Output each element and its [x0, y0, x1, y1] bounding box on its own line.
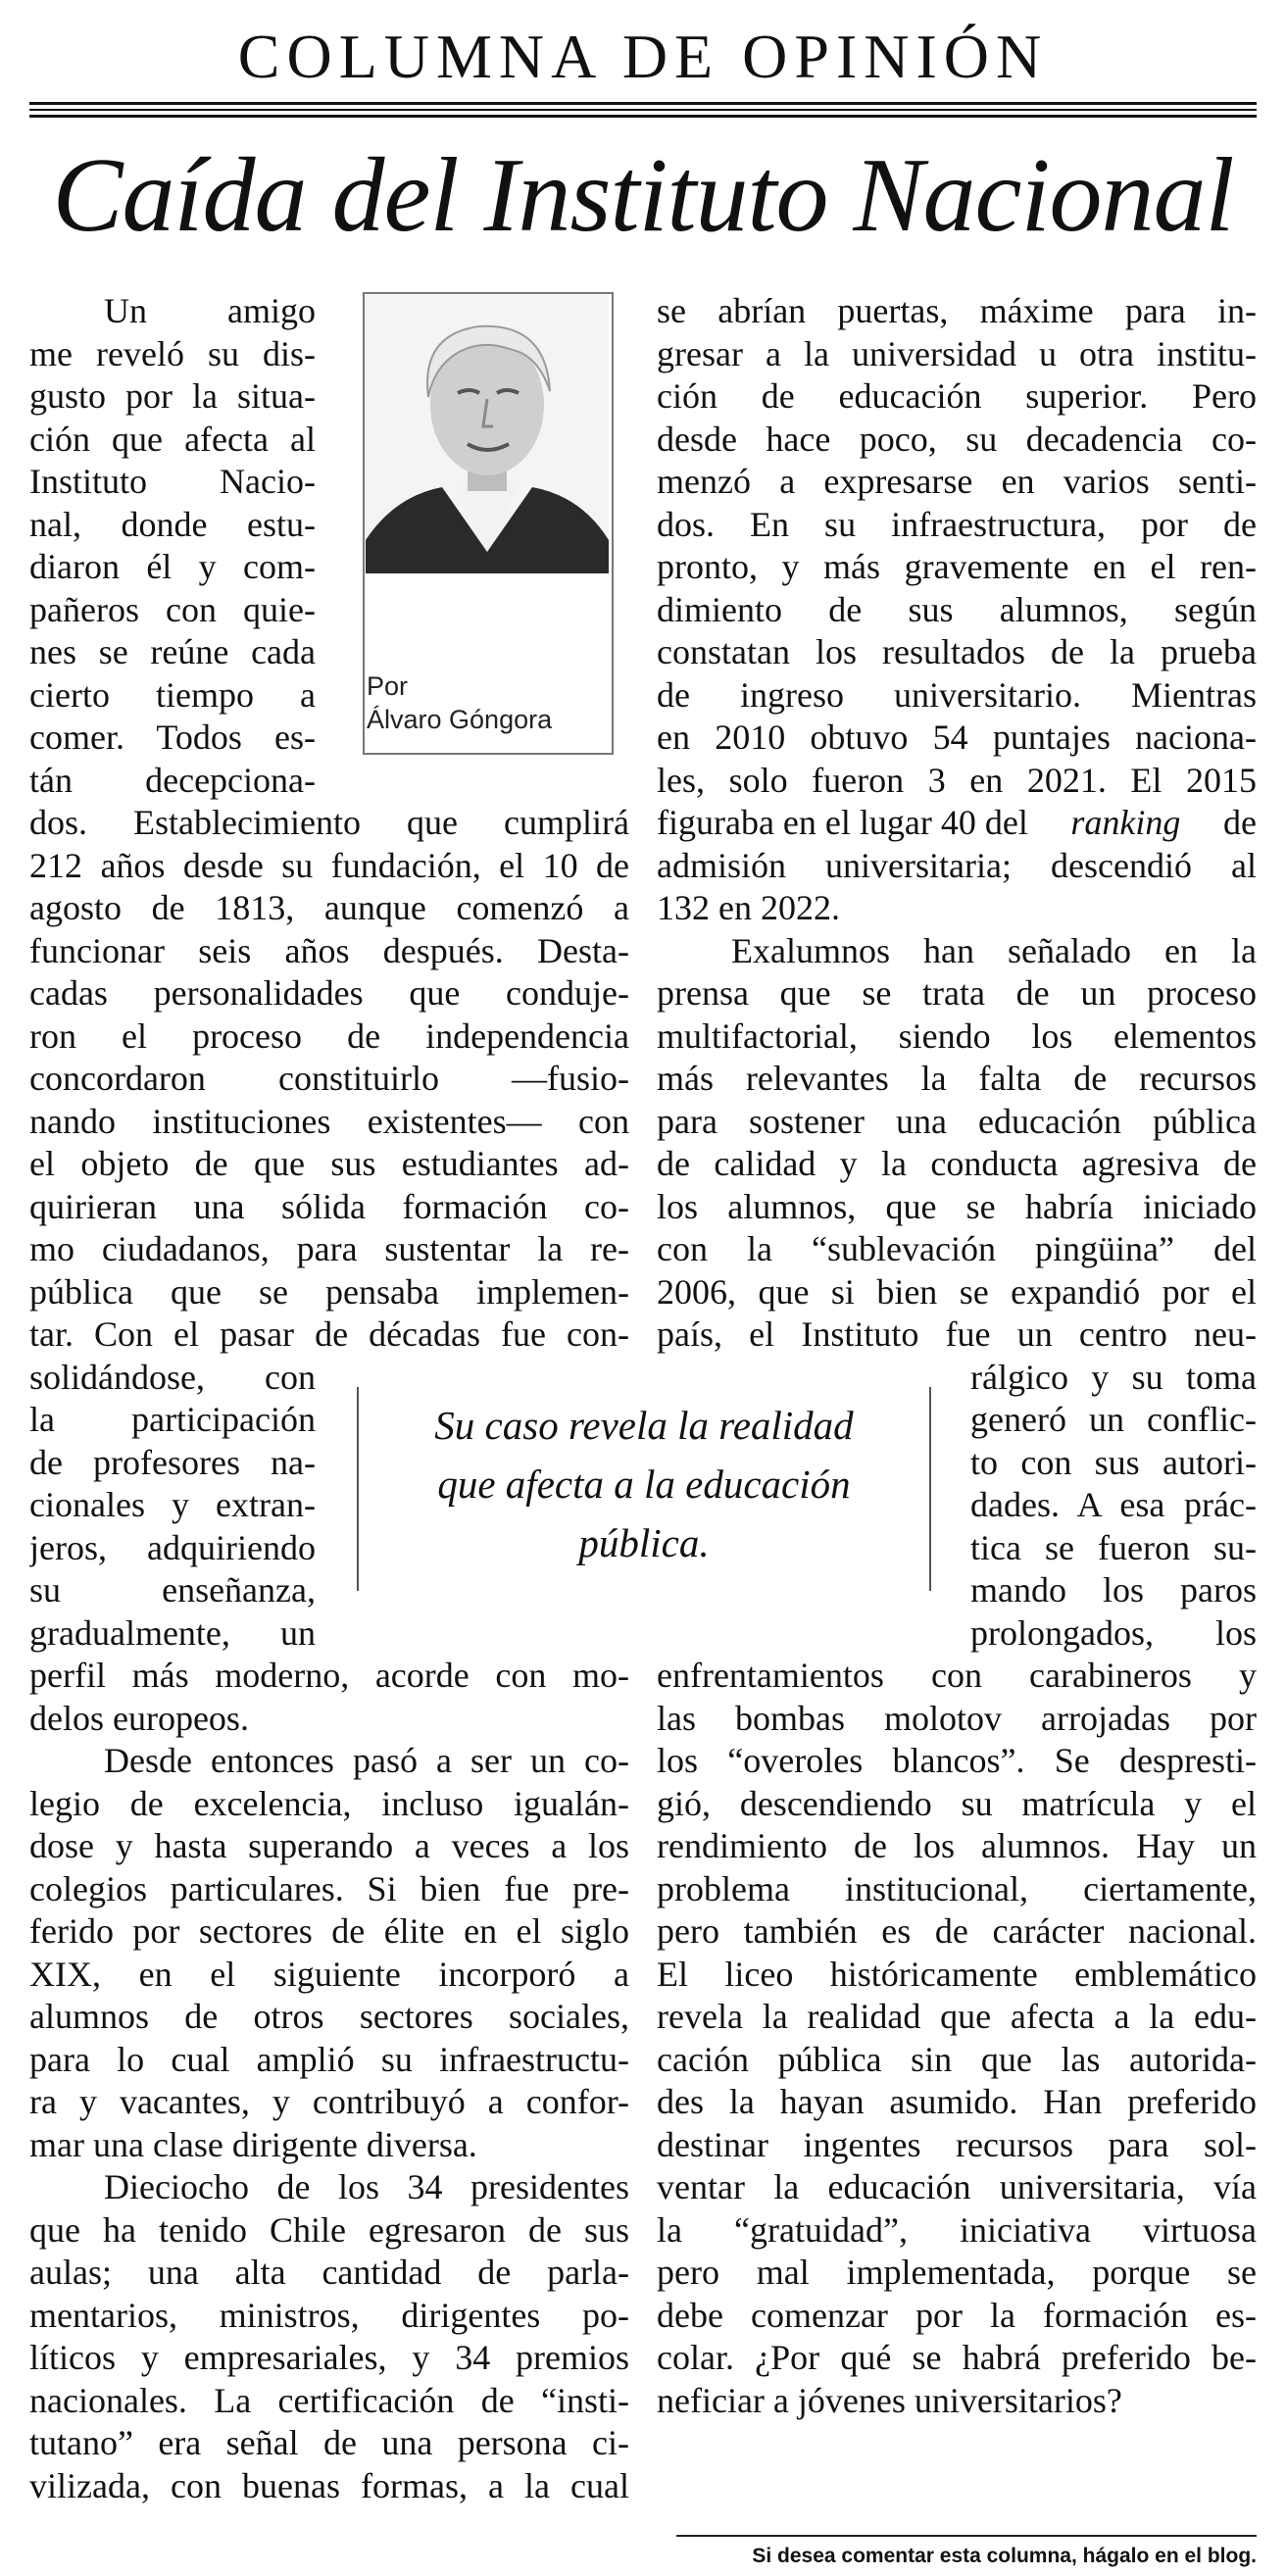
article-text-line: dimiento de sus alumnos, según	[657, 589, 1257, 629]
article-text-line: pero mal implementada, porque se	[657, 2253, 1257, 2292]
article-text-line: Exalumnos han señalado en la	[731, 930, 1257, 970]
article-text-line: comer. Todos es-	[29, 718, 316, 757]
article-text-line: más relevantes la falta de recursos	[657, 1059, 1257, 1098]
article-text-line: ción de educación superior. Pero	[657, 376, 1257, 416]
article-text-line: mar una clase dirigente diversa.	[29, 2124, 477, 2164]
article-text-line: Instituto Nacio-	[29, 462, 316, 501]
article-text-line: XIX, en el siguiente incorporó a	[29, 1954, 629, 1994]
article-text-line: para lo cual amplió su infraestructu-	[29, 2039, 629, 2079]
article-text-line: en 2010 obtuvo 54 puntajes naciona-	[657, 718, 1257, 757]
byline-por: Por	[367, 671, 409, 701]
article-text-line: gresar a la universidad u otra institu-	[657, 333, 1257, 373]
article-text-line: tica se fueron su-	[970, 1527, 1257, 1567]
article-text-line: su enseñanza,	[29, 1570, 316, 1610]
article-text-line: los “overoles blancos”. Se despresti-	[657, 1741, 1257, 1780]
article-text-line: pañeros con quie-	[29, 589, 316, 629]
article-text-line: admisión universitaria; descendió al	[657, 845, 1257, 885]
article-text-line: tar. Con el pasar de décadas fue con-	[29, 1314, 629, 1354]
article-text-line: funcionar seis años después. Desta-	[29, 930, 629, 970]
article-text-line: aulas; una alta cantidad de parla-	[29, 2253, 629, 2292]
article-text-line: vilizada, con buenas formas, a la cual	[29, 2465, 629, 2505]
article-text-line: de calidad y la conducta agresiva de	[657, 1144, 1257, 1183]
section-title: COLUMNA DE OPINIÓN	[237, 22, 1049, 91]
article-text-line: neficiar a jóvenes universitarios?	[657, 2380, 1122, 2420]
article-text-line: ron el proceso de independencia	[29, 1016, 629, 1056]
article-text-line: diaron él y com-	[29, 547, 316, 586]
article-text-line: cionales y extran-	[29, 1485, 316, 1524]
article-text-line: de ingreso universitario. Mientras	[657, 674, 1257, 715]
byline-author: Álvaro Góngora	[367, 705, 553, 734]
article-text-line: debe comenzar por la formación es-	[657, 2295, 1257, 2335]
article-text-line: tutano” era señal de una persona ci-	[29, 2423, 629, 2462]
article-text-line: cierto tiempo a	[29, 674, 316, 715]
article-text-line: nando instituciones existentes— con	[29, 1101, 629, 1141]
pull-quote-line: Su caso revela la realidad	[434, 1403, 854, 1448]
article-text-line: gradualmente, un	[29, 1612, 316, 1653]
article-text-line: mentarios, ministros, dirigentes po-	[29, 2295, 629, 2335]
article-text-line: problema institucional, ciertamente,	[657, 1868, 1257, 1908]
article-text-line: me reveló su dis-	[29, 333, 316, 373]
article-text-line: agosto de 1813, aunque comenzó a	[29, 888, 629, 927]
article-text-line: cación pública sin que las autorida-	[657, 2039, 1257, 2079]
article-text-line: Dieciocho de los 34 presidentes	[104, 2167, 629, 2206]
article-text-line: gió, descendiendo su matrícula y el	[657, 1783, 1257, 1823]
article-text-line: las bombas molotov arrojadas por	[657, 1698, 1257, 1738]
article-text-line: la participación	[29, 1400, 316, 1439]
article-text-line: desde hace poco, su decadencia co-	[657, 419, 1257, 459]
article-text-line: ferido por sectores de élite en el siglo	[29, 1911, 629, 1951]
article-text-line: dades. A esa prác-	[970, 1485, 1257, 1524]
ranking-line-part: figuraba en el lugar 40 del	[657, 803, 1028, 842]
article-text-line: enfrentamientos con carabineros y	[657, 1656, 1257, 1695]
article-text-line: rendimiento de los alumnos. Hay un	[657, 1826, 1257, 1865]
ranking-italic-word: ranking	[1070, 803, 1181, 842]
article-text-line: generó un conflic-	[970, 1400, 1257, 1439]
article-text-line: nacionales. La certificación de “insti-	[29, 2380, 629, 2420]
article-text-line: les, solo fueron 3 en 2021. El 2015	[657, 760, 1257, 800]
blog-comment-note: Si desea comentar esta columna, hágalo en el blog.	[752, 2545, 1257, 2567]
pull-quote-line: que afecta a la educación	[437, 1461, 851, 1507]
article-text-line: prensa que se trata de un proceso	[657, 973, 1257, 1013]
pull-quote-rule-left	[357, 1387, 359, 1591]
article-text-line: 2006, que si bien se expandió por el	[657, 1271, 1257, 1312]
article-text-line: Un amigo	[104, 291, 316, 330]
article-text-line: solidándose, con	[29, 1357, 316, 1397]
article-text-line: nes se reúne cada	[29, 632, 316, 671]
ranking-line-part: de	[1223, 803, 1257, 842]
article-text-line: des la hayan asumido. Han preferido	[657, 2082, 1257, 2121]
article-text-line: tán decepciona-	[29, 760, 316, 800]
article-text-line: El liceo históricamente emblemático	[657, 1954, 1257, 1994]
article-text-line: la “gratuidad”, iniciativa virtuosa	[657, 2209, 1257, 2250]
article-text-line: multifactorial, siendo los elementos	[657, 1016, 1257, 1056]
pull-quote-line: pública.	[578, 1520, 710, 1565]
pull-quote	[363, 1396, 925, 1572]
article-text-line: ventar la educación universitaria, vía	[657, 2167, 1257, 2206]
article-text-line: gusto por la situa-	[29, 376, 316, 416]
article-text-line: revela la realidad que afecta a la edu-	[657, 1997, 1257, 2036]
article-text-line: ra y vacantes, y contribuyó a confor-	[29, 2082, 629, 2121]
article-text-line: líticos y empresariales, y 34 premios	[29, 2338, 629, 2377]
article-text-line: pública que se pensaba implemen-	[29, 1271, 629, 1312]
article-text-line: nal, donde estu-	[29, 504, 316, 544]
article-text-line: que ha tenido Chile egresaron de sus	[29, 2209, 629, 2250]
article-text-line: to con sus autori-	[970, 1442, 1257, 1482]
article-text-line: perfil más moderno, acorde con mo-	[29, 1656, 629, 1695]
article-text-line: alumnos de otros sectores sociales,	[29, 1997, 629, 2036]
article-text-line: colar. ¿Por qué se habrá preferido be-	[657, 2338, 1257, 2377]
article-text-line: constatan los resultados de la prueba	[657, 632, 1257, 671]
article-text-line: colegios particulares. Si bien fue pre-	[29, 1868, 629, 1908]
article-text-line: 132 en 2022.	[657, 888, 840, 927]
article-text-line: ción que afecta al	[29, 419, 316, 459]
article-text-line: destinar ingentes recursos para sol-	[657, 2124, 1257, 2164]
article-text-line: los alumnos, que se habría iniciado	[657, 1186, 1257, 1226]
article-text-line: para sostener una educación pública	[657, 1101, 1257, 1141]
article-text-line: Desde entonces pasó a ser un co-	[104, 1741, 629, 1780]
article-text-line: mo ciudadanos, para sustentar la re-	[29, 1229, 629, 1268]
article-text-line: quirieran una sólida formación co-	[29, 1186, 629, 1226]
article-text-line: delos europeos.	[29, 1698, 249, 1738]
article-text-line: menzó a expresarse en varios senti-	[657, 462, 1257, 501]
article-text-line: el objeto de que sus estudiantes ad-	[29, 1144, 629, 1183]
article-text-line: rálgico y su toma	[970, 1357, 1257, 1397]
article-text-line	[657, 802, 1257, 845]
article-text-line: mando los paros	[970, 1570, 1257, 1610]
article-text-line: con la “sublevación pingüina” del	[657, 1229, 1257, 1268]
article-text-line: cadas personalidades que conduje-	[29, 973, 629, 1013]
article-text-line: dos. En su infraestructura, por de	[657, 504, 1257, 544]
article-text-line: se abrían puertas, máxime para in-	[657, 291, 1257, 330]
article-text-line: prolongados, los	[970, 1612, 1257, 1653]
article-text-line: jeros, adquiriendo	[29, 1527, 316, 1567]
article-text-line: concordaron constituirlo —fusio-	[29, 1059, 629, 1098]
article-text-line: dos. Establecimiento que cumplirá	[29, 803, 629, 842]
article-text-line: 212 años desde su fundación, el 10 de	[29, 845, 629, 885]
pull-quote-rule-right	[929, 1387, 931, 1591]
article-text-line: dose y hasta superando a veces a los	[29, 1826, 629, 1865]
article-text-line: pronto, y más gravemente en el ren-	[657, 547, 1257, 586]
article-text-line: legio de excelencia, incluso igualán-	[29, 1783, 629, 1823]
article-text-line: pero también es de carácter nacional.	[657, 1911, 1257, 1951]
footer-rule	[676, 2535, 1257, 2537]
article-text-line: país, el Instituto fue un centro neu-	[657, 1314, 1257, 1354]
article-text-line: de profesores na-	[29, 1442, 316, 1482]
headline: Caída del Instituto Nacional	[52, 137, 1234, 254]
